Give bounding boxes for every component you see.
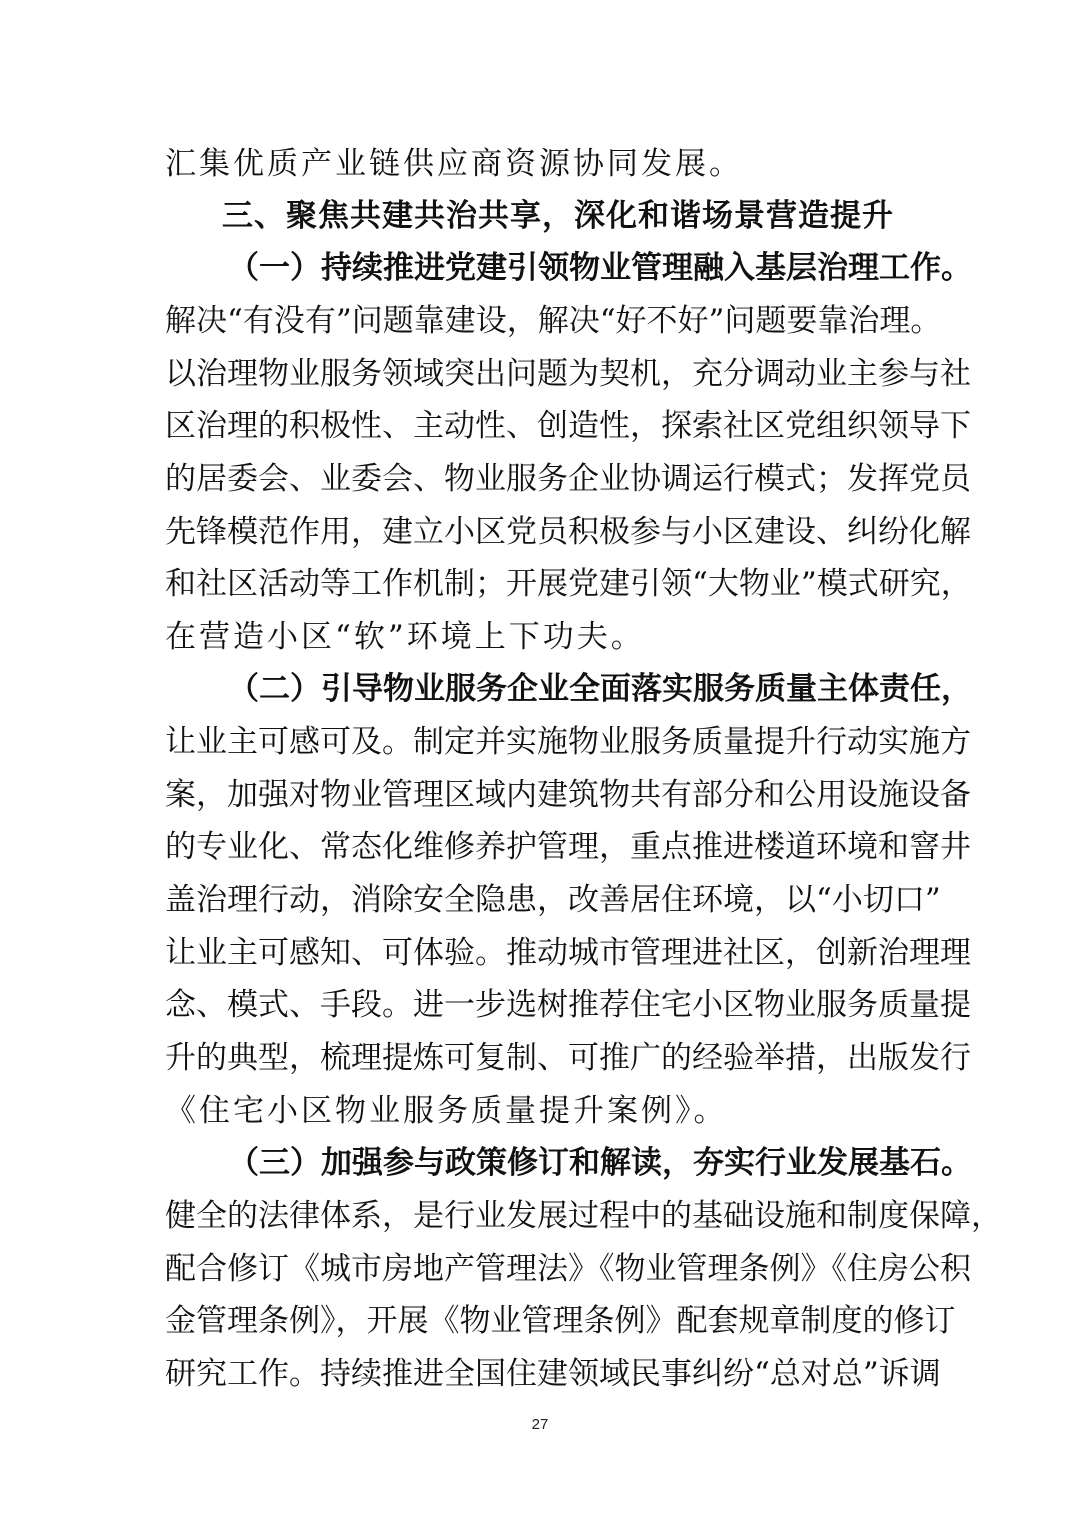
body-line-8: 先锋模范作用，建立小区党员积极参与小区建设、纠纷化解: [165, 514, 971, 550]
page-number: 27: [531, 1416, 549, 1433]
body-line-16: 让业主可感知、可体验。推动城市管理进社区，创新治理理: [165, 935, 971, 971]
body-line-15: 盖治理行动，消除安全隐患，改善居住环境，以“小切口”: [165, 882, 941, 918]
body-line-12: 让业主可感可及。制定并实施物业服务质量提升行动实施方: [165, 724, 971, 760]
body-line-19: 《住宅小区物业服务质量提升案例》。: [165, 1093, 728, 1129]
body-line-22: 配合修订《城市房地产管理法》《物业管理条例》《住房公积: [165, 1251, 971, 1287]
body-line-18: 升的典型，梳理提炼可复制、可推广的经验举措，出版发行: [165, 1040, 971, 1076]
section-heading: 三、聚焦共建共治共享，深化和谐场景营造提升: [222, 198, 894, 234]
body-line-9: 和社区活动等工作机制；开展党建引领“大物业”模式研究，: [165, 566, 972, 602]
body-line-24: 研究工作。持续推进全国住建领域民事纠纷“总对总”诉调: [165, 1356, 941, 1392]
body-line-1: 汇集优质产业链供应商资源协同发展。: [165, 146, 743, 182]
body-line-13: 案，加强对物业管理区域内建筑物共有部分和公用设施设备: [165, 777, 971, 813]
body-line-7: 的居委会、业委会、物业服务企业协调运行模式；发挥党员: [165, 461, 971, 497]
body-line-23: 金管理条例》，开展《物业管理条例》配套规章制度的修订: [165, 1303, 956, 1339]
body-line-10: 在营造小区“软”环境上下功夫。: [165, 619, 645, 655]
body-line-21: 健全的法律体系，是行业发展过程中的基础设施和制度保障，: [165, 1198, 1002, 1234]
body-line-4: 解决“有没有”问题靠建设，解决“好不好”问题要靠治理。: [165, 303, 942, 339]
body-line-14: 的专业化、常态化维修养护管理，重点推进楼道环境和窨井: [165, 829, 971, 865]
body-line-5: 以治理物业服务领域突出问题为契机，充分调动业主参与社: [165, 356, 971, 392]
subheading-1: （一）持续推进党建引领物业管理融入基层治理工作。: [228, 250, 972, 286]
subheading-2: （二）引导物业服务企业全面落实服务质量主体责任，: [228, 671, 972, 707]
subheading-3: （三）加强参与政策修订和解读，夯实行业发展基石。: [228, 1145, 972, 1181]
body-line-17: 念、模式、手段。进一步选树推荐住宅小区物业服务质量提: [165, 987, 971, 1023]
body-line-6: 区治理的积极性、主动性、创造性，探索社区党组织领导下: [165, 408, 971, 444]
